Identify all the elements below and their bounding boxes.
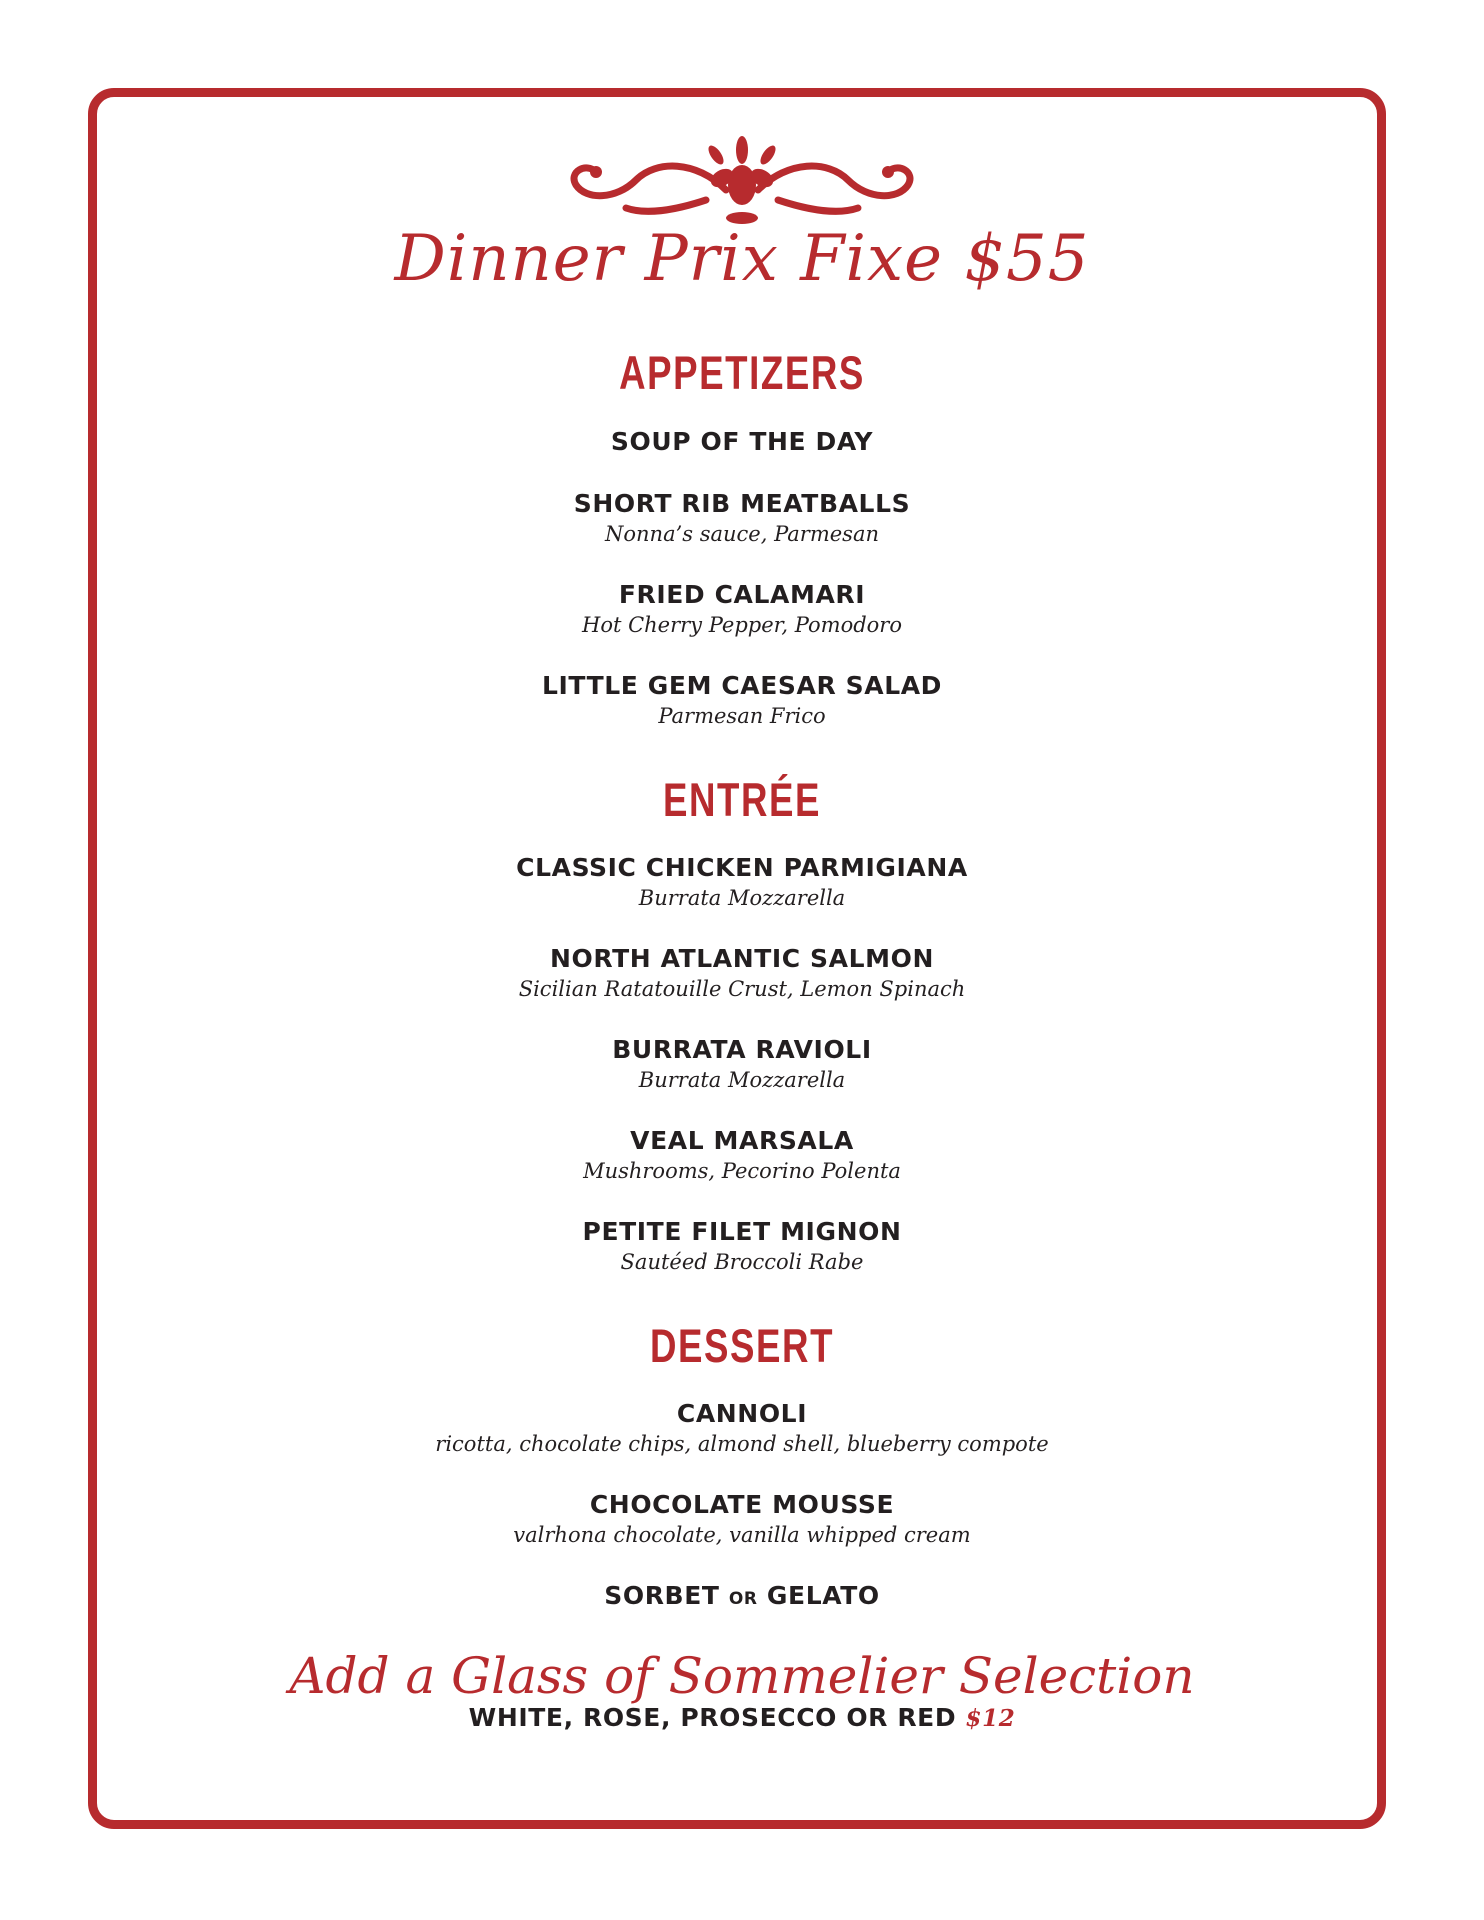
wine-offer-title: Add a Glass of Sommelier Selection <box>289 1647 1195 1705</box>
item-description: Sautéed Broccoli Rabe <box>620 1250 864 1274</box>
item-name: CHOCOLATE MOUSSE <box>589 1490 895 1519</box>
item-description: Hot Cherry Pepper, Pomodoro <box>582 613 902 637</box>
menu-item <box>0 1035 1484 1095</box>
item-description: valrhona chocolate, vanilla whipped cream <box>513 1523 971 1547</box>
item-description: Burrata Mozzarella <box>638 1068 846 1092</box>
item-name: FRIED CALAMARI <box>618 580 866 609</box>
menu-item <box>0 1217 1484 1277</box>
item-description: Burrata Mozzarella <box>638 886 846 910</box>
item-name: CLASSIC CHICKEN PARMIGIANA <box>516 853 968 882</box>
menu-item <box>0 853 1484 913</box>
item-name: LITTLE GEM CAESAR SALAD <box>541 671 943 700</box>
wine-options: WHITE, ROSE, PROSECCO OR RED <box>468 1703 957 1732</box>
item-name: BURRATA RAVIOLI <box>612 1035 872 1064</box>
menu-item <box>0 1490 1484 1550</box>
item-description: Parmesan Frico <box>658 704 826 728</box>
menu-title: Dinner Prix Fixe $55 <box>394 222 1090 296</box>
item-description: Mushrooms, Pecorino Polenta <box>583 1159 901 1183</box>
wine-price: $12 <box>965 1705 1016 1732</box>
item-description: Nonna’s sauce, Parmesan <box>605 522 879 546</box>
item-description: Sicilian Ratatouille Crust, Lemon Spinach <box>518 977 966 1001</box>
menu-item <box>0 1581 1484 1614</box>
item-name-connector: OR <box>728 1589 758 1609</box>
menu-item <box>0 580 1484 640</box>
item-description: ricotta, chocolate chips, almond shell, blueberry compote <box>435 1432 1049 1456</box>
floral-scroll-ornament-icon <box>556 130 928 230</box>
menu-item <box>0 944 1484 1004</box>
item-name: VEAL MARSALA <box>630 1126 854 1155</box>
menu-item <box>0 1399 1484 1459</box>
menu-item <box>0 489 1484 549</box>
menu-item <box>0 1126 1484 1186</box>
menu-item <box>0 427 1484 457</box>
item-name-part: SORBET <box>604 1581 720 1610</box>
section-heading-dessert: DESSERT <box>649 1319 835 1372</box>
item-name-sorbet-or-gelato <box>0 1581 1484 1614</box>
item-name: SHORT RIB MEATBALLS <box>573 489 911 518</box>
wine-offer-line <box>0 1703 1484 1732</box>
section-heading-appetizers: APPETIZERS <box>619 346 865 399</box>
menu-item <box>0 671 1484 731</box>
item-name: SOUP OF THE DAY <box>610 427 874 456</box>
item-name: CANNOLI <box>676 1399 808 1428</box>
item-name: NORTH ATLANTIC SALMON <box>550 944 934 973</box>
section-heading-entree: ENTRÉE <box>662 773 822 826</box>
item-name: PETITE FILET MIGNON <box>582 1217 902 1246</box>
item-name-part: GELATO <box>766 1581 880 1610</box>
